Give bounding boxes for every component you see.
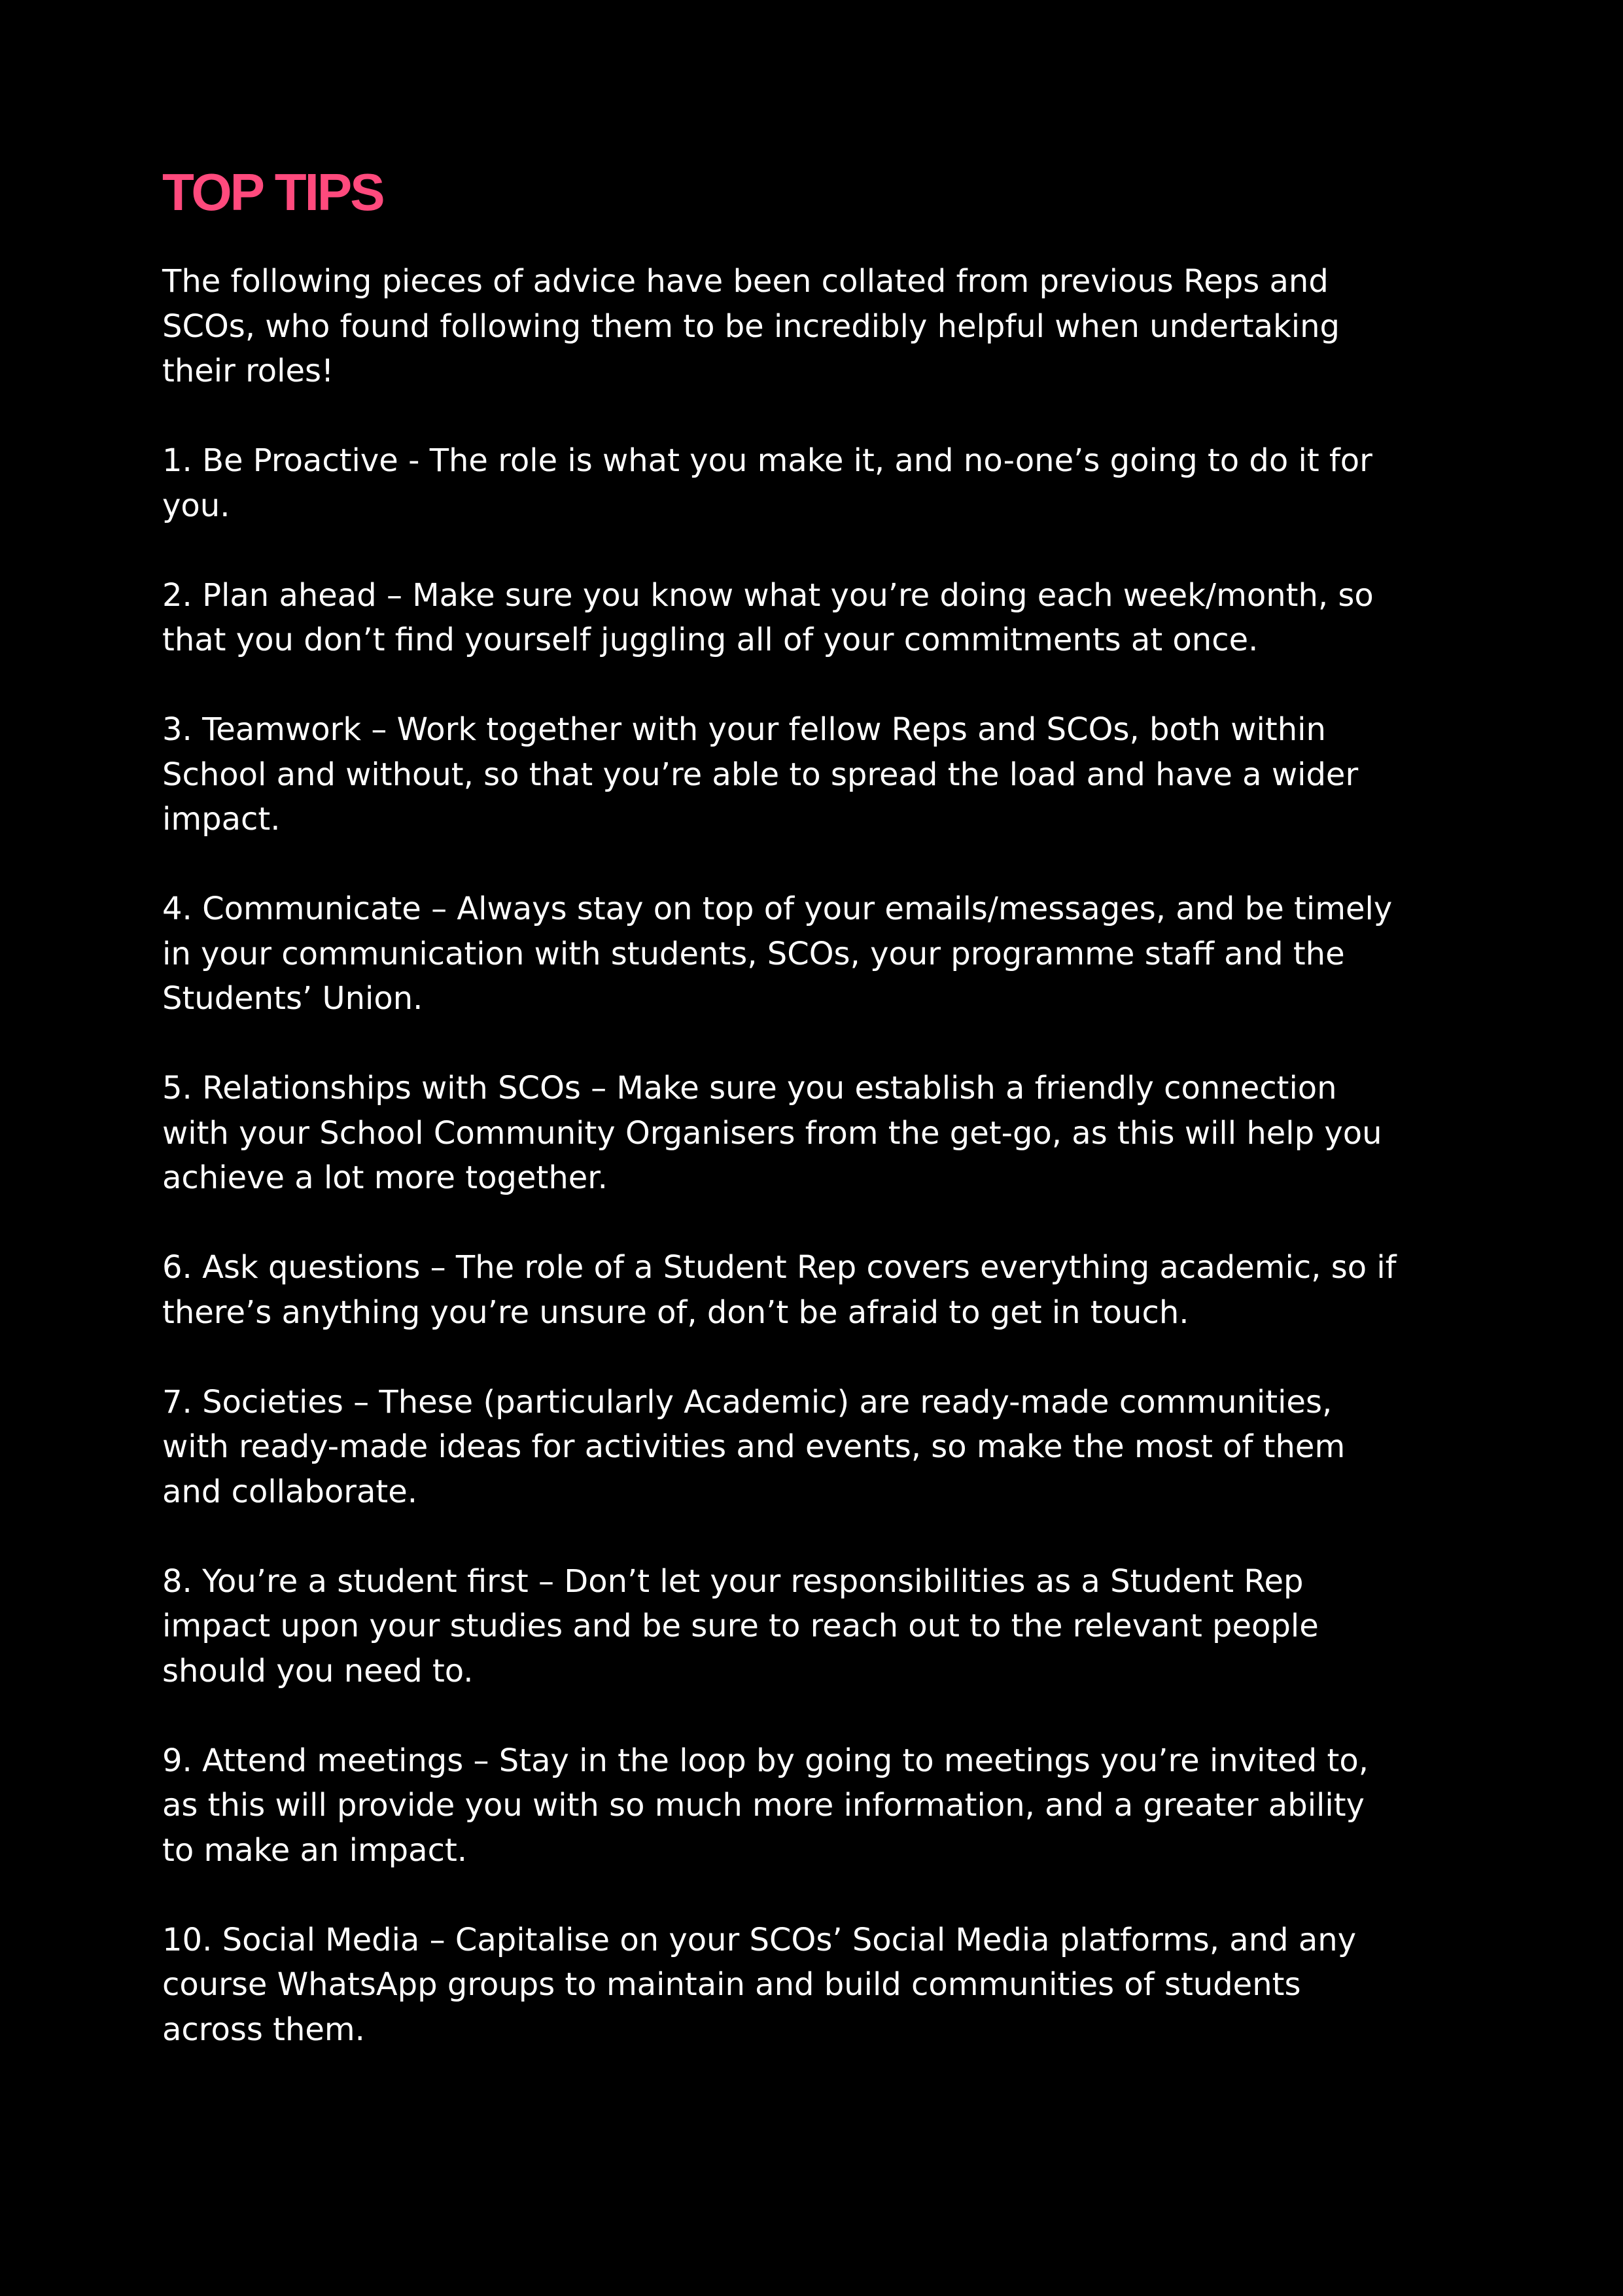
tip-item [162, 1380, 1405, 1515]
tip-item [162, 1739, 1405, 1873]
tip-text: The role is what you make it, and no-one’s going to do it for you. [162, 442, 1372, 524]
tip-text: Stay in the loop by going to meetings you’re invited to, as this will provide you with so much more information, and a greater ability to make an impact. [162, 1742, 1369, 1869]
tip-heading: You’re a student first [202, 1563, 529, 1600]
tip-number: 4. [162, 891, 192, 927]
content [162, 160, 1405, 2097]
tip-separator: – [386, 576, 402, 614]
tip-number: 2. [162, 576, 192, 614]
tip-text: These (particularly Academic) are ready-made communities, with ready-made ideas for activities and events, so make the most of them and collaborate. [162, 1383, 1346, 1510]
tip-separator: - [408, 442, 420, 479]
tip-item [162, 1918, 1405, 2053]
tip-number: 8. [162, 1563, 192, 1600]
tip-number: 7. [162, 1383, 192, 1421]
tip-item [162, 707, 1405, 842]
intro-paragraph: The following pieces of advice have been collated from previous Reps and SCOs, who found following them to be incredibly helpful when undertaking their roles! [162, 263, 1340, 389]
tip-item [162, 573, 1405, 663]
tip-heading: Be Proactive [202, 442, 398, 479]
tip-item [162, 1559, 1405, 1694]
tip-item [162, 1245, 1405, 1335]
tips-list [162, 438, 1405, 2052]
tip-text: Make sure you establish a friendly connection with your School Community Organisers from the get-go, as this will help you achieve a lot more together. [162, 1070, 1382, 1196]
tip-heading: Attend meetings [202, 1742, 464, 1779]
tip-heading: Societies [202, 1383, 343, 1421]
tip-number: 6. [162, 1249, 192, 1286]
tip-heading: Plan ahead [202, 576, 377, 614]
tip-text: Always stay on top of your emails/messages, and be timely in your communication with students, SCOs, your programme staff and the Students’ Union. [162, 891, 1393, 1017]
page-title: TOP TIPS [162, 163, 383, 221]
tip-separator: – [538, 1563, 555, 1600]
tip-item [162, 1066, 1405, 1201]
tip-separator: – [429, 1921, 445, 1958]
tip-separator: – [591, 1070, 607, 1106]
tip-text: Make sure you know what you’re doing each week/month, so that you don’t find yourself juggling all of your commitments at once. [162, 576, 1374, 658]
tip-separator: – [353, 1383, 370, 1421]
tip-number: 3. [162, 711, 192, 748]
tip-number: 1. [162, 442, 192, 479]
tip-separator: – [473, 1742, 489, 1779]
tip-separator: – [430, 1249, 446, 1286]
tip-text: Capitalise on your SCOs’ Social Media platforms, and any course WhatsApp groups to maintain and build communities of students across them. [162, 1921, 1357, 2048]
tip-number: 9. [162, 1742, 192, 1779]
tip-number: 10. [162, 1921, 213, 1958]
tip-heading: Communicate [202, 891, 421, 927]
tip-heading: Social Media [222, 1921, 420, 1958]
tip-heading: Ask questions [202, 1249, 421, 1286]
tip-text: Work together with your fellow Reps and SCOs, both within School and without, so that you’re able to spread the load and have a wider impact. [162, 711, 1359, 838]
tip-text: The role of a Student Rep covers everything academic, so if there’s anything you’re unsure of, don’t be afraid to get in touch. [162, 1249, 1397, 1331]
tip-heading: Relationships with SCOs [202, 1070, 581, 1106]
tip-text: Don’t let your responsibilities as a Student Rep impact upon your studies and be sure to reach out to the relevant people should you need to. [162, 1563, 1319, 1689]
tip-separator: – [431, 891, 447, 927]
tip-heading: Teamwork [202, 711, 362, 748]
tip-item [162, 438, 1405, 528]
tip-number: 5. [162, 1070, 192, 1106]
tip-item [162, 887, 1405, 1021]
tip-separator: – [371, 711, 387, 748]
